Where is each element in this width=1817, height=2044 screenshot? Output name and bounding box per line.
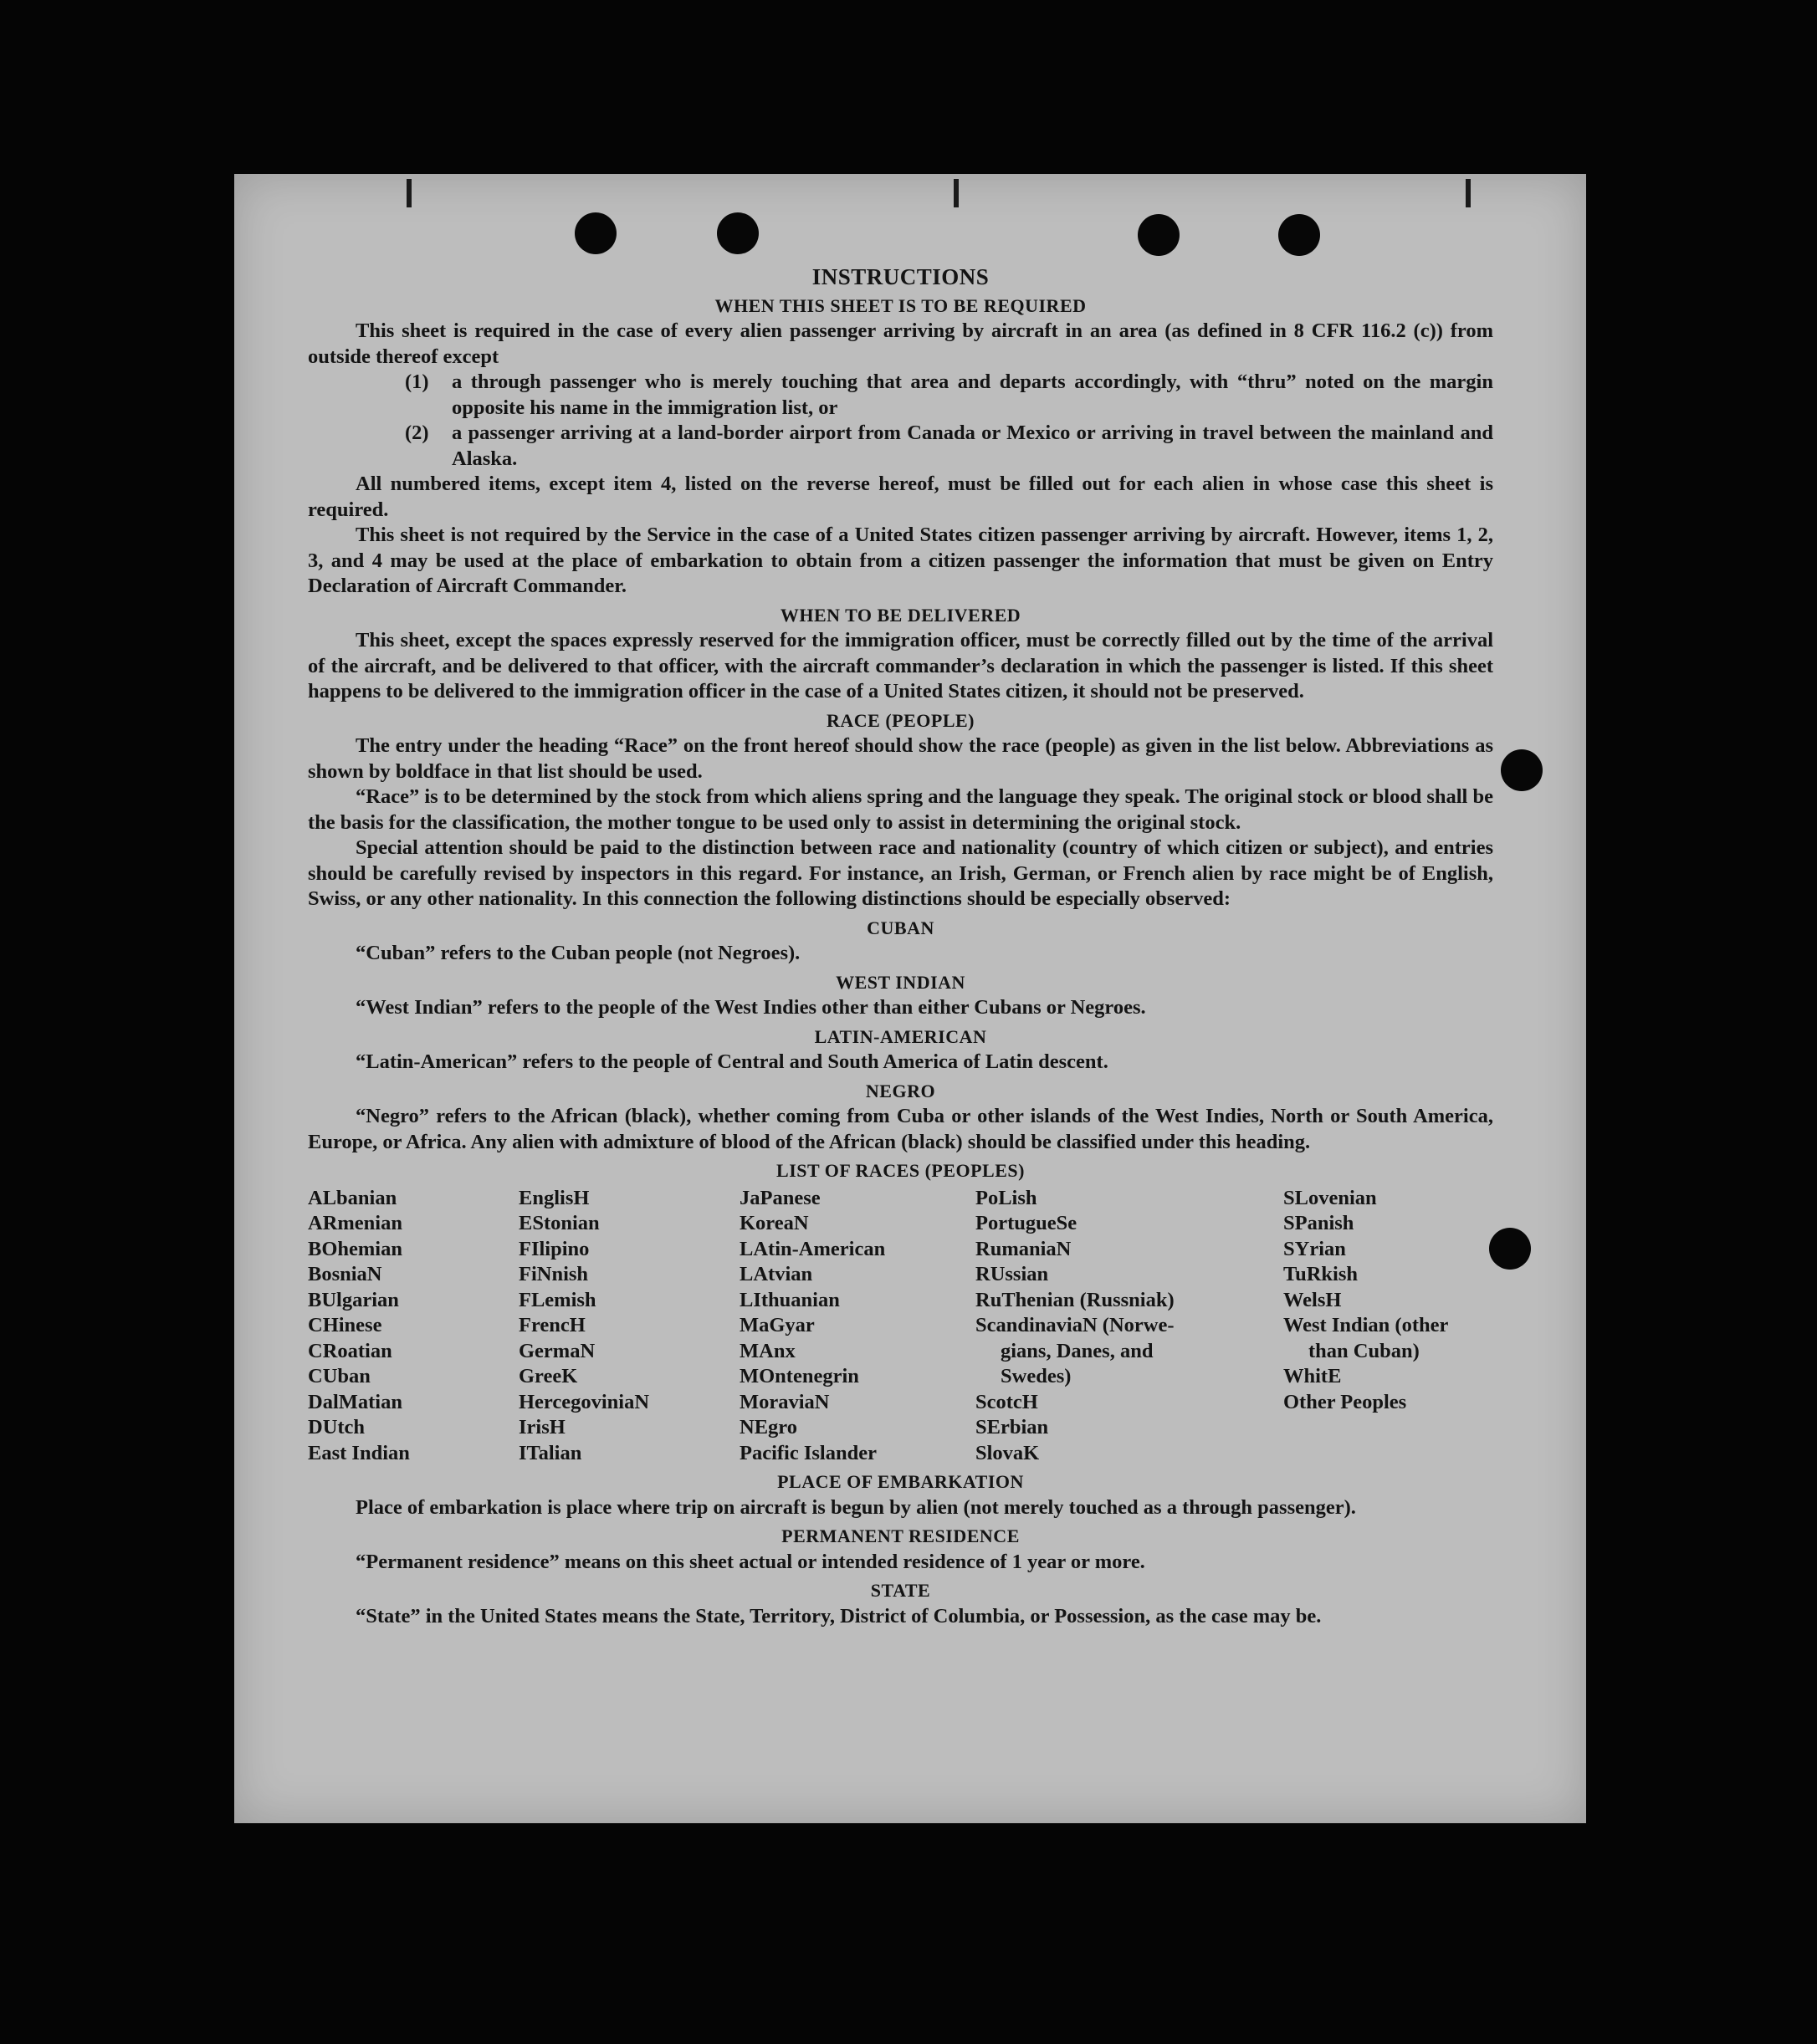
race-entry: PortugueSe [975,1212,1077,1234]
race-column [1283,1186,1493,1467]
race-entry: RumaniaN [975,1237,1072,1260]
section-heading: PERMANENT RESIDENCE [781,1525,1020,1546]
race-entry: Other Peoples [1283,1390,1407,1413]
paragraph: “Latin-American” refers to the people of Central and South America of Latin descent. [356,1050,1108,1073]
race-entry: PoLish [975,1186,1037,1209]
edge-mark [1466,179,1471,207]
race-entry: BosniaN [308,1263,382,1285]
section-heading: WHEN THIS SHEET IS TO BE REQUIRED [714,294,1087,316]
race-list [308,1186,1493,1467]
race-entry: RUssian [975,1263,1049,1285]
race-entry-continuation: than Cuban) [1308,1339,1420,1362]
race-entry: EStonian [519,1212,600,1234]
race-entry: ALbanian [308,1186,397,1209]
race-column [740,1186,975,1467]
race-entry: MOntenegrin [740,1365,859,1387]
race-entry: SYrian [1283,1237,1346,1260]
race-entry: KoreaN [740,1212,809,1234]
document-sheet [234,174,1586,1823]
race-entry: West Indian (other [1283,1314,1449,1336]
race-entry: MAnx [740,1339,796,1362]
race-entry: JaPanese [740,1186,821,1209]
punch-hole [1501,749,1543,791]
race-entry: DUtch [308,1416,366,1438]
race-entry: ARmenian [308,1212,402,1234]
race-entry: East Indian [308,1441,410,1464]
section-heading: STATE [870,1580,931,1601]
race-column [975,1186,1283,1467]
punch-hole [1489,1228,1531,1270]
edge-mark [407,179,412,207]
race-entry: SPanish [1283,1212,1354,1234]
race-entry: BOhemian [308,1237,402,1260]
paragraph: This sheet is not required by the Service in the case of a United States citizen passenger arriving by aircraft. However, items 1, 2, 3, and 4 may be used at the place of embarkation to obtain from a citizen passenger the information that must be given on Entry Declaration of Aircraft Commander. [308,524,1493,597]
paragraph: The entry under the heading “Race” on the front hereof should show the race (people) as given in the list below. Abbreviations as shown by boldface in that list should be used. [308,734,1493,783]
section-heading: CUBAN [867,917,934,938]
race-entry: CUban [308,1365,371,1387]
section-heading: NEGRO [865,1080,936,1101]
race-entry: MaGyar [740,1314,815,1336]
top-edge-marks [234,174,1586,207]
item-number: (2) [405,422,429,444]
race-entry: SlovaK [975,1441,1040,1464]
race-entry: FIlipino [519,1237,590,1260]
race-entry: WelsH [1283,1288,1342,1311]
race-entry: GermaN [519,1339,596,1362]
race-entry: DalMatian [308,1390,402,1413]
race-entry: MoraviaN [740,1390,830,1413]
page-title: INSTRUCTIONS [811,264,990,289]
item-number: (1) [405,370,429,393]
paragraph: “West Indian” refers to the people of the West Indies other than either Cubans or Negroes. [356,996,1146,1019]
section-heading: PLACE OF EMBARKATION [777,1471,1024,1492]
section-heading: RACE (PEOPLE) [827,709,975,731]
race-entry: CHinese [308,1314,382,1336]
race-entry: GreeK [519,1365,578,1387]
section-heading: WEST INDIAN [836,971,965,993]
section-heading: LIST OF RACES (PEOPLES) [776,1160,1025,1181]
race-entry: NEgro [740,1416,797,1438]
race-entry: HercegoviniaN [519,1390,650,1413]
race-entry: ITalian [519,1441,582,1464]
race-column [308,1186,519,1467]
race-entry: LAtin-American [740,1237,886,1260]
paragraph: Place of embarkation is place where trip on aircraft is begun by alien (not merely touched as a through passenger). [356,1495,1356,1519]
race-entry: FrencH [519,1314,586,1336]
item-text: a through passenger who is merely touching that area and departs accordingly, with “thru” noted on the margin opposite his name in the immigration list, or [452,370,1493,419]
paragraph: “Negro” refers to the African (black), whether coming from Cuba or other islands of the West Indies, North or South America, Europe, or Africa. Any alien with admixture of blood of the African (black) should be classified under this heading. [308,1105,1493,1153]
edge-mark [954,179,959,207]
list-item [308,421,1493,472]
paragraph: “Cuban” refers to the Cuban people (not Negroes). [356,942,801,964]
race-entry: TuRkish [1283,1263,1359,1285]
paragraph: Special attention should be paid to the distinction between race and nationality (country of which citizen or subject), and entries should be carefully revised by inspectors in this regard. For instance, an Irish, German, or French alien by race might be of English, Swiss, or any other nationality. In this connection the following distinctions should be especially observed: [308,836,1493,910]
instructions-body [308,261,1493,1629]
item-text: a passenger arriving at a land-border airport from Canada or Mexico or arriving in travel between the mainland and Alaska. [452,422,1493,470]
race-entry: RuThenian (Russniak) [975,1288,1175,1311]
race-column [519,1186,740,1467]
race-entry: WhitE [1283,1365,1342,1387]
race-entry: FLemish [519,1288,596,1311]
section-heading: LATIN-AMERICAN [814,1025,987,1047]
paragraph: All numbered items, except item 4, listed on the reverse hereof, must be filled out for each alien in whose case this sheet is required. [308,473,1493,521]
race-entry-continuation: gians, Danes, and [1001,1339,1154,1362]
race-entry: LAtvian [740,1263,813,1285]
race-entry: LIthuanian [740,1288,840,1311]
race-entry: SLovenian [1283,1186,1377,1209]
paragraph: “Permanent residence” means on this sheet actual or intended residence of 1 year or more. [356,1550,1145,1573]
section-heading: WHEN TO BE DELIVERED [780,604,1021,626]
punch-hole [1278,214,1320,256]
race-entry: ScotcH [975,1390,1038,1413]
list-item [308,370,1493,421]
race-entry: CRoatian [308,1339,392,1362]
punch-hole [1138,214,1180,256]
paragraph: “State” in the United States means the State, Territory, District of Columbia, or Possession, as the case may be. [356,1604,1322,1628]
race-entry: SErbian [975,1416,1049,1438]
race-entry: EnglisH [519,1186,590,1209]
paragraph: This sheet, except the spaces expressly reserved for the immigration officer, must be correctly filled out by the time of the arrival of the aircraft, and be delivered to that officer, with the aircraft commander’s declaration in which the passenger is listed. If this sheet happens to be delivered to the immigration officer in the case of a United States citizen, it should not be preserved. [308,629,1493,703]
race-entry: BUlgarian [308,1288,399,1311]
punch-hole [717,212,759,254]
race-entry-continuation: Swedes) [1001,1365,1072,1387]
race-entry: Pacific Islander [740,1441,877,1464]
paragraph: “Race” is to be determined by the stock from which aliens spring and the language they speak. The original stock or blood shall be the basis for the classification, the mother tongue to be used only to assist in determining the original stock. [308,785,1493,834]
race-entry: ScandinaviaN (Norwe- [975,1314,1175,1336]
punch-hole [575,212,617,254]
race-entry: FiNnish [519,1263,589,1285]
race-entry: IrisH [519,1416,566,1438]
paragraph: This sheet is required in the case of every alien passenger arriving by aircraft in an area (as defined in 8 CFR 116.2 (c)) from outside thereof except [308,319,1493,368]
